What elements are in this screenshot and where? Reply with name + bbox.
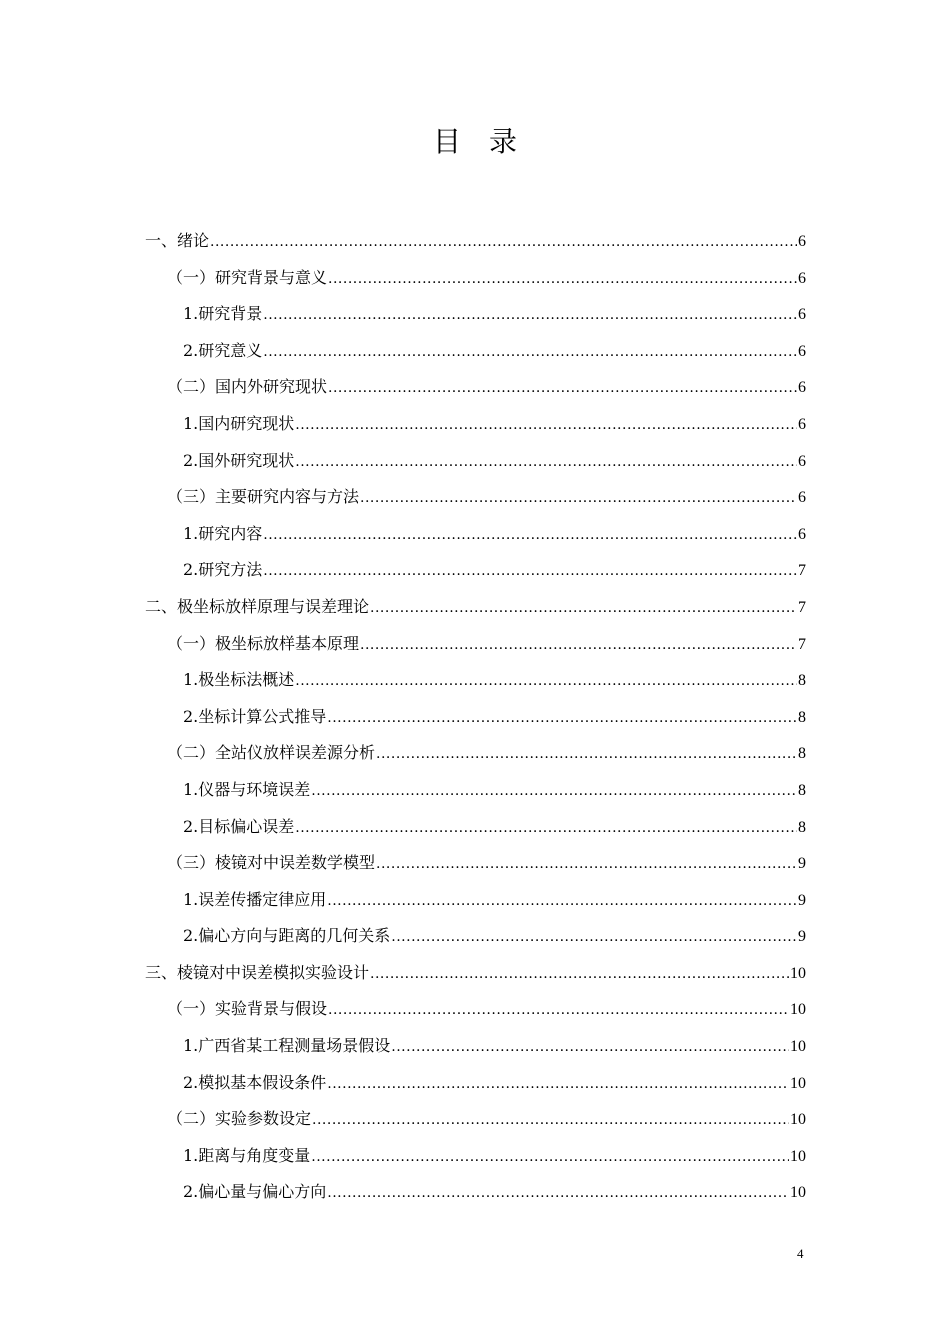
toc-entry[interactable] <box>145 626 806 663</box>
toc-dot-leader <box>210 224 797 261</box>
toc-dot-leader <box>263 334 797 371</box>
toc-dot-leader <box>295 407 797 444</box>
toc-entry-text: 2.坐标计算公式推导 <box>183 706 327 726</box>
toc-dot-leader <box>295 444 797 481</box>
toc-entry[interactable] <box>145 479 806 516</box>
toc-entry-text: 1.广西省某工程测量场景假设 <box>183 1036 391 1056</box>
toc-dot-leader <box>376 846 797 883</box>
toc-entry[interactable] <box>145 918 806 955</box>
toc-entry-page: 6 <box>798 489 806 507</box>
toc-entry-text: 一、绪论 <box>145 231 210 250</box>
toc-dot-leader <box>391 919 797 956</box>
toc-dot-leader <box>360 627 797 664</box>
toc-entry-text: （一）极坐标放样基本原理 <box>167 633 360 653</box>
toc-entry-text: 1.误差传播定律应用 <box>183 889 327 909</box>
toc-entry[interactable] <box>145 662 806 699</box>
toc-entry[interactable] <box>145 991 806 1028</box>
toc-dot-leader <box>328 992 789 1029</box>
toc-entry-text: （二）实验参数设定 <box>167 1109 312 1129</box>
toc-entry-page: 7 <box>798 598 806 616</box>
page-number: 4 <box>797 1246 804 1261</box>
toc-entry-page: 6 <box>798 415 806 433</box>
toc-entry[interactable] <box>145 1174 806 1211</box>
toc-entry[interactable] <box>145 369 806 406</box>
toc-entry-text: 1.研究背景 <box>183 304 263 324</box>
toc-dot-leader <box>327 883 797 920</box>
toc-entry-text: 2.研究方法 <box>183 560 263 580</box>
toc-entry-page: 8 <box>798 708 806 726</box>
toc-entry-text: 1.极坐标法概述 <box>183 670 295 690</box>
toc-entry-page: 6 <box>798 342 806 360</box>
toc-entry-page: 6 <box>798 452 806 470</box>
toc-entry[interactable] <box>145 1101 806 1138</box>
toc-entry-text: 2.目标偏心误差 <box>183 816 295 836</box>
toc-entry[interactable] <box>145 589 806 626</box>
toc-entry-page: 10 <box>790 964 806 982</box>
toc-entry-page: 8 <box>798 672 806 690</box>
toc-entry-page: 9 <box>798 928 806 946</box>
toc-entry[interactable] <box>145 735 806 772</box>
toc-entry[interactable] <box>145 260 806 297</box>
toc-dot-leader <box>327 700 797 737</box>
toc-entry-text: （三）棱镜对中误差数学模型 <box>167 853 376 873</box>
toc-entry-text: 1.距离与角度变量 <box>183 1145 311 1165</box>
toc-entry-page: 6 <box>798 233 806 250</box>
toc-entry-text: （三）主要研究内容与方法 <box>167 487 360 507</box>
toc-entry-page: 10 <box>790 1147 806 1165</box>
toc-entry-page: 10 <box>790 1184 806 1202</box>
toc-entry-text: 2.国外研究现状 <box>183 450 295 470</box>
toc-entry[interactable] <box>145 223 806 260</box>
toc-entry[interactable] <box>145 772 806 809</box>
toc-entry-page: 9 <box>798 855 806 873</box>
toc-entry[interactable] <box>145 809 806 846</box>
toc-entry-text: （二）全站仪放样误差源分析 <box>167 743 376 763</box>
toc-entry-text: 1.仪器与环境误差 <box>183 779 311 799</box>
toc-dot-leader <box>327 1175 789 1212</box>
toc-dot-leader <box>360 480 797 517</box>
toc-entry-page: 10 <box>790 1074 806 1092</box>
toc-dot-leader <box>391 1029 789 1066</box>
toc-entry-page: 10 <box>790 1038 806 1056</box>
toc-entry[interactable] <box>145 699 806 736</box>
toc-entry-page: 8 <box>798 781 806 799</box>
toc-entry[interactable] <box>145 845 806 882</box>
toc-entry-text: 二、极坐标放样原理与误差理论 <box>145 596 370 616</box>
toc-entry-text: 2.偏心方向与距离的几何关系 <box>183 926 391 946</box>
toc-entry-text: 三、棱镜对中误差模拟实验设计 <box>145 962 370 982</box>
toc-entry[interactable] <box>145 296 806 333</box>
toc-dot-leader <box>295 663 797 700</box>
toc-dot-leader <box>312 1102 789 1139</box>
page-title: 目录 <box>432 125 545 158</box>
toc-entry[interactable] <box>145 1065 806 1102</box>
toc-entry[interactable] <box>145 1028 806 1065</box>
toc-entry-page: 6 <box>798 525 806 543</box>
toc-dot-leader <box>263 297 797 334</box>
toc-dot-leader <box>263 517 797 554</box>
toc-entry-page: 7 <box>798 562 806 580</box>
toc-dot-leader <box>328 261 797 298</box>
toc-entry-page: 7 <box>798 635 806 653</box>
toc-entry-text: （一）研究背景与意义 <box>167 267 328 287</box>
toc-entry[interactable] <box>145 516 806 553</box>
toc-dot-leader <box>263 553 797 590</box>
toc-entry[interactable] <box>145 552 806 589</box>
toc-entry-page: 8 <box>798 745 806 763</box>
toc-entry-page: 10 <box>790 1001 806 1019</box>
toc-dot-leader <box>370 956 789 993</box>
toc-dot-leader <box>370 590 797 627</box>
toc-entry-page: 8 <box>798 818 806 836</box>
toc-dot-leader <box>376 736 797 773</box>
toc-entry-text: 2.研究意义 <box>183 340 263 360</box>
toc-dot-leader <box>311 1139 789 1176</box>
toc-entry[interactable] <box>145 333 806 370</box>
toc-entry-page: 10 <box>790 1111 806 1129</box>
toc-entry-page: 6 <box>798 379 806 397</box>
toc-entry[interactable] <box>145 443 806 480</box>
toc-entry-text: 1.国内研究现状 <box>183 413 295 433</box>
toc-entry[interactable] <box>145 882 806 919</box>
table-of-contents <box>145 223 806 1211</box>
toc-entry-text: 2.偏心量与偏心方向 <box>183 1182 327 1202</box>
toc-entry-text: 2.模拟基本假设条件 <box>183 1072 327 1092</box>
toc-entry[interactable] <box>145 1138 806 1175</box>
toc-dot-leader <box>311 773 797 810</box>
toc-entry[interactable] <box>145 406 806 443</box>
toc-entry-page: 6 <box>798 269 806 287</box>
toc-entry-page: 9 <box>798 891 806 909</box>
toc-entry-text: （二）国内外研究现状 <box>167 377 328 397</box>
toc-entry-text: （一）实验背景与假设 <box>167 999 328 1019</box>
toc-entry-text: 1.研究内容 <box>183 523 263 543</box>
toc-entry-page: 6 <box>798 306 806 324</box>
toc-entry[interactable] <box>145 955 806 992</box>
toc-dot-leader <box>328 370 797 407</box>
toc-dot-leader <box>327 1066 789 1103</box>
toc-dot-leader <box>295 810 797 847</box>
